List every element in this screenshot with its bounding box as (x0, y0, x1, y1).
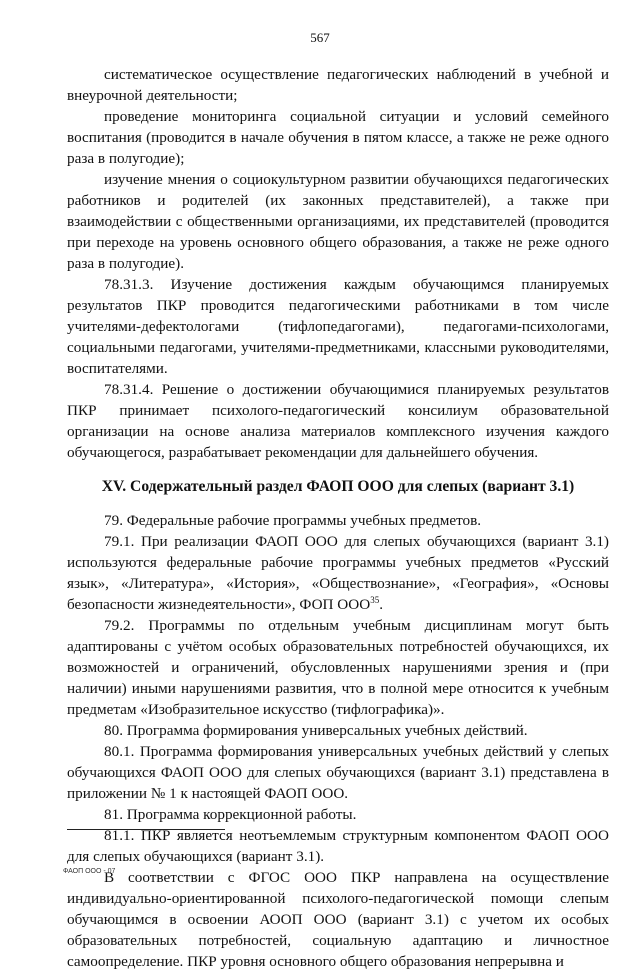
paragraph: проведение мониторинга социальной ситуации и условий семейного воспитания (проводится в начале обучения в пятом классе, а также не реже одного раза в полугодие); (67, 108, 609, 167)
paragraph: В соответствии с ФГОС ООО ПКР направлена на осуществление индивидуально-ориентированной психолого-педагогической помощи слепым обучающимся в освоении АООП ООО (вариант 3.1) с учетом их особых образовательных потребностей, социальную адаптацию и личностное самоопределение. ПКР уровня основного общего образования непрерывна и (67, 869, 609, 970)
paragraph: 81.1. ПКР является неотъемлемым структурным компонентом ФАОП ООО для слепых обучающихся (вариант 3.1). (67, 827, 609, 865)
paragraph: 81. Программа коррекционной работы. (104, 806, 357, 823)
page-number: 567 (310, 30, 330, 45)
paragraph-with-footnote (67, 531, 609, 615)
paragraph: изучение мнения о социокультурном развитии обучающихся педагогических работников и родителей (их законных представителей), а также при взаимодействии с общественными организациями, их представителей (проводится при переходе на уровень основного общего образования, а также не реже одного раза в полугодие). (67, 171, 609, 272)
paragraph: 80. Программа формирования универсальных учебных действий. (104, 722, 528, 739)
paragraph: систематическое осуществление педагогических наблюдений в учебной и внеурочной деятельности; (67, 66, 609, 104)
section-heading: XV. Содержательный раздел ФАОП ООО для слепых (вариант 3.1) (101, 478, 575, 495)
paragraph: 78.31.4. Решение о достижении обучающимися планируемых результатов ПКР принимает психолого-педагогический консилиум образовательной организации на основе анализа материалов комплексного изучения каждого обучающегося, разрабатывает рекомендации для дальнейшего обучения. (67, 381, 609, 461)
paragraph-period: . (379, 596, 384, 613)
footnote-divider (67, 829, 225, 830)
paragraph: 80.1. Программа формирования универсальных учебных действий у слепых обучающихся ФАОП ООО для слепых обучающихся (вариант 3.1) представлена в приложении № 1 к настоящей ФАОП ООО. (67, 743, 609, 802)
paragraph: 79.2. Программы по отдельным учебным дисциплинам могут быть адаптированы с учётом особых образовательных потребностей обучающихся, их возможностей и ограничений, обусловленных нарушениями зрения и (при наличии) иными нарушениями развития, что в полной мере относится к учебным предметам «Изобразительное искусство (тифлографика)». (67, 617, 609, 718)
paragraph: 79. Федеральные рабочие программы учебных предметов. (104, 512, 482, 529)
paragraph: 78.31.3. Изучение достижения каждым обучающимся планируемых результатов ПКР проводится педагогическими работниками в том числе учителями-дефектологами (тифлопедагогами), педагогами-психологами, социальными педагогами, учителями-предметниками, классными руководителями, воспитателями. (67, 276, 609, 377)
paragraph-text: 79.1. При реализации ФАОП ООО для слепых обучающихся (вариант 3.1) используются федеральные рабочие программы учебных предметов «Русский язык», «Литература», «История», «Обществознание», «География», «Основы безопасности жизнедеятельности», ФОП ООО (67, 533, 609, 613)
footnote-reference[interactable]: 35 (370, 594, 380, 605)
footer-document-code: ФАОП ООО - 07 (63, 868, 116, 875)
document-body (67, 64, 609, 972)
